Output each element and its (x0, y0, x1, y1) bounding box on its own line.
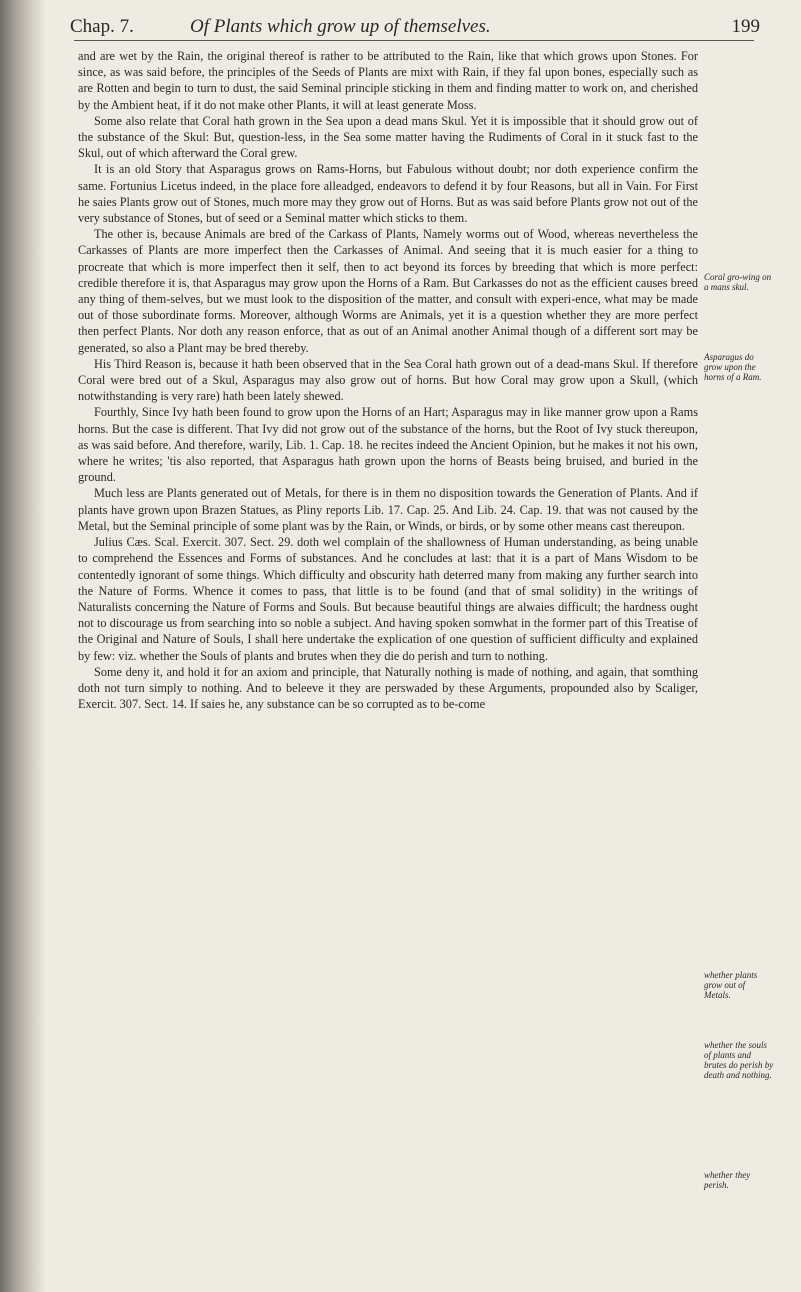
margin-note: whether they perish. (704, 1170, 751, 1190)
paragraph: Fourthly, Since Ivy hath been found to grow upon the Horns of an Hart; Asparagus may in like manner grow upon a Rams horns. But the case is different. That Ivy did not grow out of the substance of the horns, but the Root of Ivy stuck thereupon, as was said before. And therefore, warily, Lib. 1. Cap. 18. he recites indeed the Ancient Opinion, but he makes it not his own, where he writes; 'tis also reported, that Asparagus hath grown upon the horns of Beasts being bruised, and buried in the ground. (78, 405, 698, 485)
paragraph: and are wet by the Rain, the original thereof is rather to be attributed to the Rain, like that which grows upon Stones. For since, as was said before, the principles of the Seeds of Plants are mixt with Rain, if they fal upon bones, especially such as are Rotten and begin to turn to dust, the said Seminal principle sticking in them and finding matter to work on, and cherished by the Ambient heat, if it do not make other Plants, it will at least generate Moss. (78, 49, 698, 112)
binding-gutter (0, 0, 46, 1292)
margin-note: whether plants grow out of Metals. (704, 970, 758, 1000)
chapter-label: Chap. 7. (70, 16, 134, 37)
paragraph: Some also relate that Coral hath grown in the Sea upon a dead mans Skul. Yet it is impossible that it should grow out of the substance of the Skul: But, question-less, in the Sea some matter having the Rudiments of Coral in it stuck fast to the Skul, out of which afterward the Coral grew. (78, 113, 698, 161)
paragraph: Some deny it, and hold it for an axiom and principle, that Naturally nothing is made of nothing, and again, that somthing doth not turn simply to nothing. And to beleeve it they are perswaded by these Arguments, propounded also by Scaliger, Exercit. 307. Sect. 14. If saies he, any substance can be so corrupted as to be-come (78, 664, 698, 712)
margin-note: whether the souls of plants and brutes do perish by death and nothing. (704, 1040, 774, 1080)
paragraph: It is an old Story that Asparagus grows on Rams-Horns, but Fabulous without doubt; nor doth experience confirm the same. Fortunius Licetus indeed, in the place fore alleadged, endeavors to defend it by four Reasons, but all in Vain. For First he saies Plants grow out of Stones, much more may they grow out of Horns. But as was said before Plants grow not out of the very substance of Stones, but of seed or a Seminal matter which sticks to them. (78, 162, 698, 226)
page-number: 199 (731, 16, 760, 37)
header-rule (74, 40, 754, 41)
body-text (78, 48, 698, 712)
paragraph: Much less are Plants generated out of Metals, for there is in them no disposition towards the Generation of Plants. And if plants have grown upon Brazen Statues, as Pliny reports Lib. 17. Cap. 25. And Lib. 24. Cap. 19. that was not caused by the Metal, but the Seminal principle of some plant was by the Rain, or Winds, or birds, or by some other means cast thereupon. (78, 486, 698, 533)
paragraph: Julius Cæs. Scal. Exercit. 307. Sect. 29. doth wel complain of the shallowness of Human understanding, as being unable to comprehend the Essences and Forms of substances. And he concludes at last: that it is a part of Mans Wisdom to be contentedly ignorant of some things. Which difficulty and obscurity hath deterred many from making any further search into the Nature of Forms. Whence it comes to pass, that little is to be found (and that of smal solidity) in the writings of Naturalists concerning the Nature of Forms and Souls. But because beautiful things are alwaies difficult; the hardness ought not to discourage us from searching into so noble a subject. And having spoken somwhat in the former part of this Treatise of the Original and Nature of Souls, I shall here undertake the explication of one question of sufficient difficulty and explained by few: viz. whether the Souls of plants and brutes when they die do perish and turn to nothing. (78, 535, 698, 663)
margin-note: Asparagus do grow upon the horns of a Ram. (704, 352, 762, 382)
margin-note: Coral gro-wing on a mans skul. (704, 272, 772, 292)
paragraph: The other is, because Animals are bred of the Carkass of Plants, Namely worms out of Wood, whereas nevertheless the Carkasses of Plants are more imperfect then the Carkasses of Animal. And seeing that it is much easier for a thing to procreate that which is more imperfect then it self, then to act beyond its forces by breeding that which is more perfect: credible therefore it is, that Asparagus may grow upon the Horns of a Ram. But Carkasses do not as the efficient causes breed any thing of them-selves, but we must look to the disposition of the matter, and consult with experi-ence, what may be made out of those subordinate forms. Moreover, although Worms are Animals, yet it is a question whether they are more perfect then perfect Plants. Nor doth any reason enforce, that as out of an Animal another Animal though of a different sort may be generated, so also a Plant may be bred thereby. (78, 227, 698, 355)
page-header (70, 6, 760, 40)
margin-notes (704, 0, 774, 1292)
running-title: Of Plants which grow up of themselves. (190, 16, 491, 37)
paragraph: His Third Reason is, because it hath been observed that in the Sea Coral hath grown out of a dead-mans Skul. If therefore Coral were bred out of a Skul, Asparagus may also grow out of horns. But how Coral may grow upon a Skull, (which notwithstanding is very rare) hath been lately shewed. (78, 356, 698, 404)
